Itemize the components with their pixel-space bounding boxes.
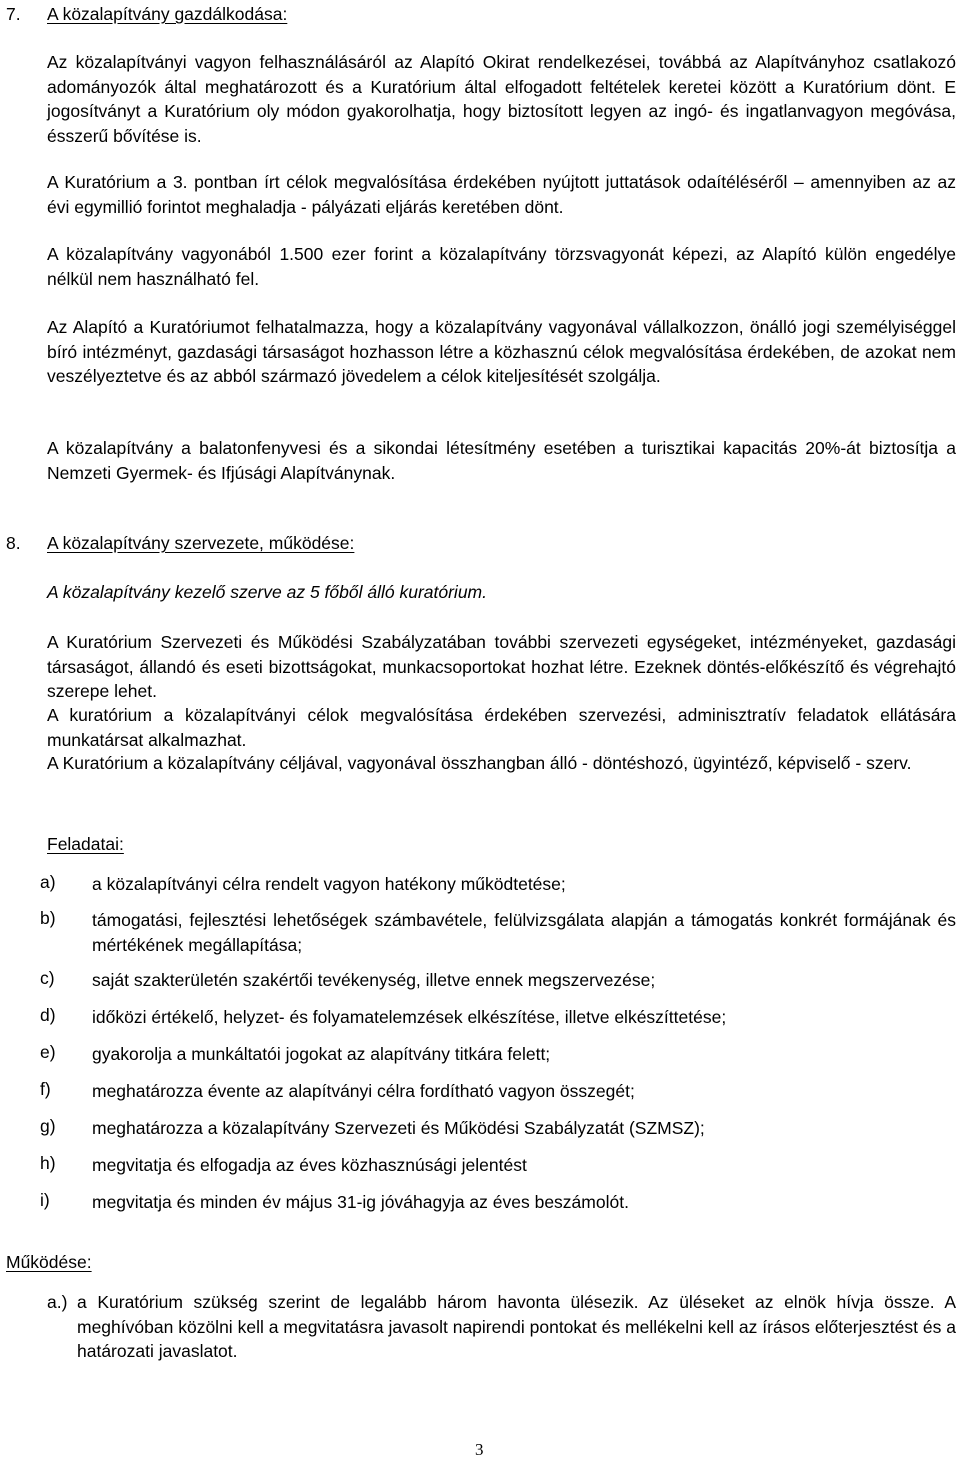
list-item-text: támogatási, fejlesztési lehetőségek számbavétele, felülvizsgálata alapján a támogatás konkrét formájának és mértékének megállapítása; — [92, 910, 956, 955]
list-item-text: megvitatja és elfogadja az éves közhasznúsági jelentést — [92, 1155, 527, 1175]
paragraph: A Kuratórium a 3. pontban írt célok megvalósítása érdekében nyújtott juttatások odaítéléséről – amennyiben az az évi egymillió forintot meghaladja - pályázati eljárás keretében dönt. — [47, 172, 956, 217]
paragraph: A kuratórium a közalapítványi célok megvalósítása érdekében szervezési, adminisztratív feladatok ellátására munkatársat alkalmazhat. — [47, 705, 956, 750]
list-item-label: e) — [40, 1042, 56, 1062]
page-number: 3 — [475, 1440, 484, 1459]
list-item-text: a közalapítványi célra rendelt vagyon hatékony működtetése; — [92, 874, 566, 894]
list-item-label: d) — [40, 1005, 56, 1025]
list-item-text: meghatározza évente az alapítványi célra fordítható vagyon összegét; — [92, 1081, 635, 1101]
paragraph: A közalapítvány vagyonából 1.500 ezer forint a közalapítvány törzsvagyonát képezi, az Alapító külön engedélye nélkül nem használható fel. — [47, 244, 956, 289]
list-item-label: h) — [40, 1153, 56, 1173]
list-item-label: f) — [40, 1079, 51, 1099]
operation-text: a Kuratórium szükség szerint de legalább három havonta ülésezik. Az üléseket az elnök hívja össze. A meghívóban közölni kell a megvitatásra javasolt napirendi pontokat és mellékelni kell az írásos előterjesztést és a határozati javaslatot. — [77, 1292, 956, 1361]
list-item-text: gyakorolja a munkáltatói jogokat az alapítvány titkára felett; — [92, 1044, 551, 1064]
section-8-number: 8. — [6, 533, 21, 553]
list-item-label: i) — [40, 1190, 50, 1210]
list-item-text: időközi értékelő, helyzet- és folyamatelemzések elkészítése, illetve elkészíttetése; — [92, 1007, 727, 1027]
section-7-title: A közalapítvány gazdálkodása: — [47, 4, 288, 24]
list-item-label: c) — [40, 968, 55, 988]
operation-label: a.) — [47, 1292, 68, 1312]
list-item-label: b) — [40, 908, 56, 928]
section-8-title: A közalapítvány szervezete, működése: — [47, 533, 355, 553]
list-item-text: meghatározza a közalapítvány Szervezeti és Működési Szabályzatát (SZMSZ); — [92, 1118, 705, 1138]
section-7-number: 7. — [6, 4, 21, 24]
list-item-label: a) — [40, 872, 56, 892]
paragraph: A Kuratórium a közalapítvány céljával, vagyonával összhangban álló - döntéshozó, ügyintéző, képviselő - szerv. — [47, 753, 912, 773]
list-item-text: megvitatja és minden év május 31-ig jóváhagyja az éves beszámolót. — [92, 1192, 629, 1212]
list-item-label: g) — [40, 1116, 56, 1136]
paragraph: Az közalapítványi vagyon felhasználásáról az Alapító Okirat rendelkezései, továbbá az Alapítványhoz csatlakozó adományozók által meghatározott és a Kuratórium által elfogadott feltételek keretei között a Kuratórium dönt. E jogosítványt a Kuratórium oly módon gyakorolhatja, hogy biztosított legyen az ingó- és ingatlanvagyon megóvása, ésszerű bővítése is. — [47, 52, 956, 146]
paragraph: A közalapítvány a balatonfenyvesi és a sikondai létesítmény esetében a turisztikai kapacitás 20%-át biztosítja a Nemzeti Gyermek- és Ifjúsági Alapítványnak. — [47, 438, 956, 483]
operation-heading: Működése: — [6, 1252, 92, 1272]
paragraph: A Kuratórium Szervezeti és Működési Szabályzatában további szervezeti egységeket, intézményeket, gazdasági társaságot, állandó és eseti bizottságokat, munkacsoportokat hozhat létre. Ezeknek döntés-előkészítő és végrehajtó szerepe lehet. — [47, 632, 956, 701]
paragraph: Az Alapító a Kuratóriumot felhatalmazza, hogy a közalapítvány vagyonával vállalkozzon, önálló jogi személyiséggel bíró intézményt, gazdasági társaságot hozhasson létre a közhasznú célok megvalósítása érdekében, de azokat nem veszélyeztetve és az abból származó jövedelem a célok kiteljesítését szolgálja. — [47, 317, 956, 386]
italic-heading: A közalapítvány kezelő szerve az 5 főből álló kuratórium. — [47, 582, 487, 602]
list-item-text: saját szakterületén szakértői tevékenység, illetve ennek megszervezése; — [92, 970, 656, 990]
tasks-heading: Feladatai: — [47, 834, 124, 854]
